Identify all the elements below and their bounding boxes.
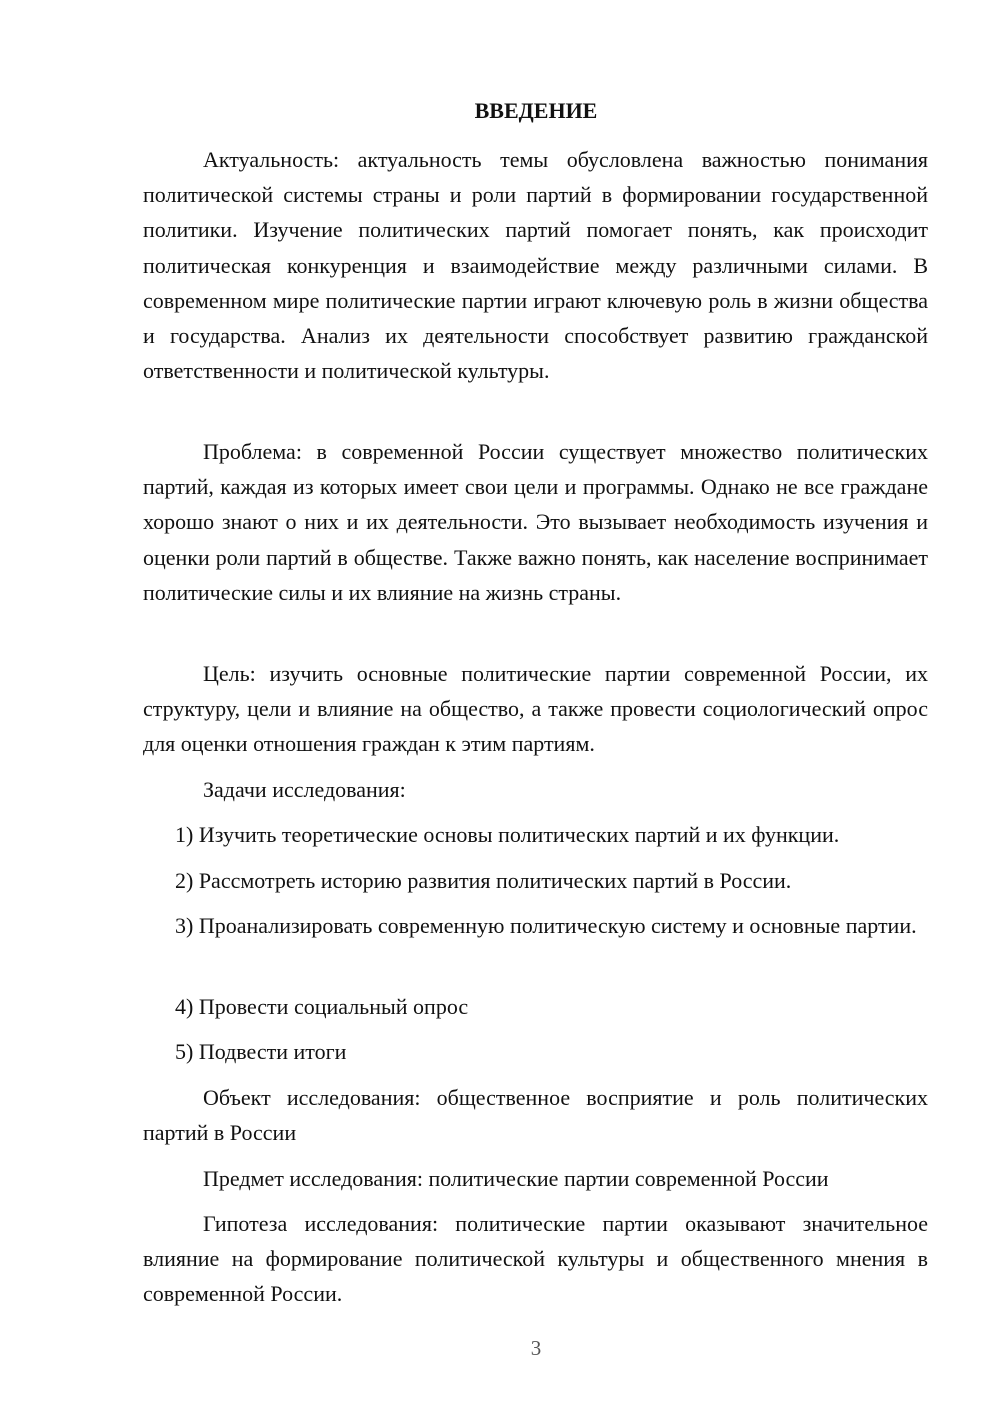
task-item: 2) Рассмотреть историю развития политических партий в России. <box>175 868 792 893</box>
page-title: ВВЕДЕНИЕ <box>474 98 598 123</box>
task-item: 1) Изучить теоретические основы политических партий и их функции. <box>175 822 840 847</box>
paragraph-relevance: Актуальность: актуальность темы обусловлена важностью понимания политической системы страны и роли партий в формировании государственной политики. Изучение политических партий помогает понять, как происходит политическая конкуренция и взаимодействие между различными силами. В современном мире политические партии играют ключевую роль в жизни общества и государства. Анализ их деятельности способствует развитию гражданской ответственности и политической культуры. <box>143 147 928 384</box>
paragraph-hypothesis: Гипотеза исследования: политические партии оказывают значительное влияние на формирование политической культуры и общественного мнения в современной России. <box>143 1211 928 1307</box>
page-number: 3 <box>530 1336 542 1360</box>
paragraph-subject: Предмет исследования: политические партии современной России <box>203 1166 829 1191</box>
paragraph-goal: Цель: изучить основные политические партии современной России, их структуру, цели и влияние на общество, а также провести социологический опрос для оценки отношения граждан к этим партиям. <box>143 661 928 757</box>
paragraph-problem: Проблема: в современной России существует множество политических партий, каждая из которых имеет свои цели и программы. Однако не все граждане хорошо знают о них и их деятельности. Это вызывает необходимость изучения и оценки роли партий в обществе. Также важно понять, как население воспринимает политические силы и их влияние на жизнь страны. <box>143 439 928 605</box>
task-item: 5) Подвести итоги <box>175 1039 347 1064</box>
tasks-heading: Задачи исследования: <box>203 777 406 802</box>
task-item: 4) Провести социальный опрос <box>175 994 469 1019</box>
paragraph-object: Объект исследования: общественное восприятие и роль политических партий в России <box>143 1085 928 1146</box>
task-item: 3) Проанализировать современную политическую систему и основные партии. <box>175 913 917 938</box>
